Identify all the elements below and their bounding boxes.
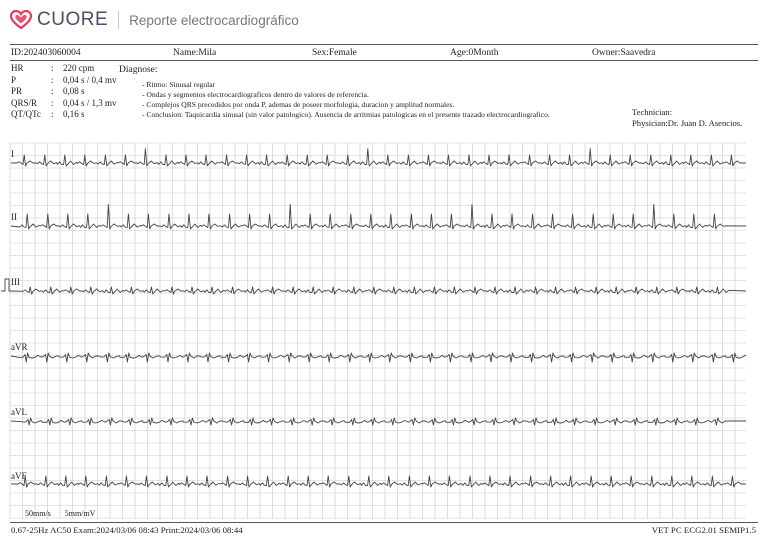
heart-logo-icon [10, 10, 32, 30]
measurements [11, 63, 117, 121]
colon: : [51, 109, 54, 119]
measurement-value: 0,04 s / 1,3 mv [63, 97, 117, 108]
patient-age: Age:0Month [450, 48, 499, 58]
lead-label-ii: II [11, 212, 17, 222]
measurement-label: QRS/R [11, 97, 38, 108]
trace-lead-avf [11, 476, 746, 487]
diagnose-line: - Ritmo: Sinusal regular [142, 80, 216, 89]
lead-label-avl: aVL [11, 407, 27, 417]
colon: : [51, 86, 54, 96]
lead-label-avr: aVR [11, 342, 28, 352]
diagnose-line: - Conclusion: Taquicardia sinusal (sin valor patologico). Ausencia de arritmias patologicas en el presente trazado electrocardiografico. [142, 110, 550, 119]
diagnose-lines [142, 80, 550, 120]
measurement-value: 0,04 s / 0,4 mv [63, 74, 117, 85]
measurement-row [11, 63, 117, 75]
measurement-value: 0,08 s [63, 86, 85, 96]
diagnose-title: Diagnose: [119, 65, 158, 75]
ecg-grid [10, 143, 746, 519]
footer-right: VET PC ECG2.01 SEMIP1.5 [651, 525, 756, 535]
measurement-row [11, 86, 117, 98]
lead-label-iii: III [11, 277, 20, 287]
patient-owner: Owner:Saavedra [592, 48, 656, 58]
trace-lead-iii [1, 279, 746, 294]
calibration [25, 509, 107, 518]
measurement-row [11, 109, 117, 121]
footer-left: 0.67-25Hz AC50 Exam:2024/03/06 08:43 Print:2024/03/06 08:44 [11, 525, 243, 535]
report-title: Reporte electrocardiográfico [129, 12, 299, 28]
trace-lead-ii [11, 204, 746, 229]
logo [10, 9, 299, 31]
header-separator [118, 11, 119, 29]
diagnose-line: - Complejos QRS precedidos por onda P, ademas de poseer morfologia, duracion y amplitud normales. [142, 100, 455, 109]
patient-sex: Sex:Female [312, 48, 357, 58]
measurement-row [11, 98, 117, 110]
measurement-label: HR [11, 63, 24, 73]
colon: : [51, 74, 54, 85]
bottom-rule [10, 522, 758, 523]
top-rule [10, 44, 758, 45]
ecg-chart [0, 141, 768, 523]
staff [632, 107, 742, 128]
measurement-label: PR [11, 86, 23, 96]
brand-name: CUORE [37, 9, 109, 30]
measurement-label: P [11, 74, 17, 85]
trace-lead-i [11, 149, 746, 166]
technician: Technician: [632, 107, 672, 117]
trace-lead-avr [11, 353, 746, 362]
measurement-row [11, 75, 117, 87]
lead-label-avf: aVF [11, 471, 27, 481]
paper-speed: 50mm/s [25, 509, 51, 518]
colon: : [51, 63, 54, 73]
patient-name: Name:Mila [173, 48, 217, 58]
lead-label-i: I [11, 149, 14, 159]
gain: 5mm/mV [64, 509, 96, 518]
physician: Physician:Dr. Juan D. Asencios. [632, 117, 743, 128]
measurement-label: QT/QTc [11, 109, 41, 119]
patient-id: ID:202403060004 [11, 48, 81, 58]
measurement-value: 0,16 s [63, 109, 85, 119]
colon: : [51, 97, 54, 108]
trace-lead-avl [11, 418, 746, 425]
diagnose-line: - Ondas y segmentos electrocardiograficos dentro de valores de referencia. [142, 90, 369, 99]
measurement-value: 220 cpm [63, 63, 95, 73]
info-rule [10, 60, 758, 61]
